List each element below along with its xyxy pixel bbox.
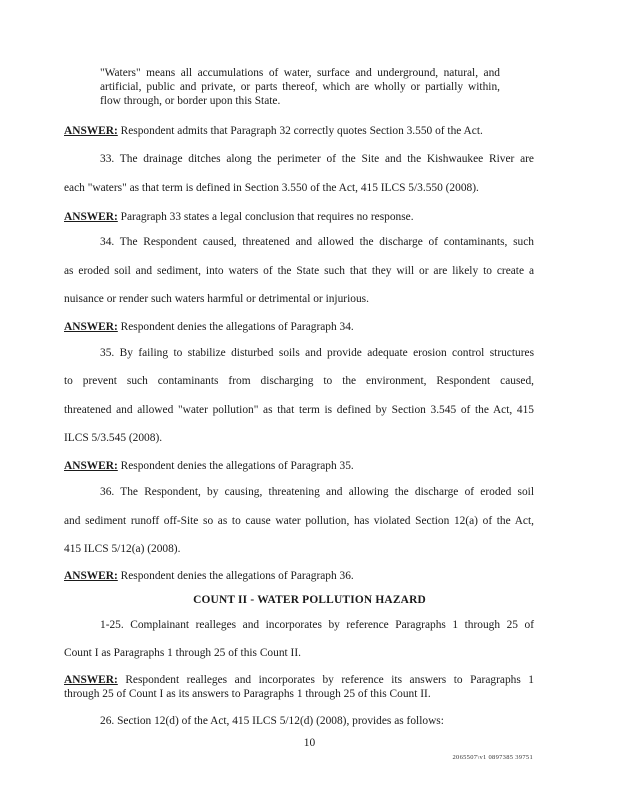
answer-label: ANSWER: [64,674,118,686]
paragraph-35-line-2: to prevent such contaminants from discharging to the environment, Respondent caused, [64,375,534,387]
paragraph-1-25-line-1: 1-25. Complainant realleges and incorporates by reference Paragraphs 1 through 25 of [100,619,534,631]
page-number: 10 [303,737,316,749]
paragraph-34-line-1: 34. The Respondent caused, threatened and allowed the discharge of contaminants, such [100,236,534,248]
answer-32 [64,124,534,138]
quote-line-2: artificial, public and private, or parts thereof, which are wholly or partially within, [100,81,500,93]
document-id: 2065507\v1 0897385 39751 [452,754,533,761]
answer-1-25-text: Respondent realleges and incorporates by reference its answers to Paragraphs 1 [117,674,534,686]
answer-label: ANSWER: [64,321,118,333]
paragraph-35-line-3: threatened and allowed "water pollution" as that term is defined by Section 3.545 of the Act, 415 [64,404,534,416]
paragraph-26: 26. Section 12(d) of the Act, 415 ILCS 5/12(d) (2008), provides as follows: [100,715,444,727]
answer-label: ANSWER: [64,460,118,472]
paragraph-34-line-2: as eroded soil and sediment, into waters of the State such that they will or are likely to create a [64,265,534,277]
count-heading: COUNT II - WATER POLLUTION HAZARD [193,594,426,606]
paragraph-36-line-2: and sediment runoff off-Site so as to cause water pollution, has violated Section 12(a) of the Act, [64,515,534,527]
answer-35-text: Respondent denies the allegations of Paragraph 35. [117,460,354,472]
answer-35 [64,459,534,473]
answer-label: ANSWER: [64,211,118,223]
quote-line-1: "Waters" means all accumulations of water, surface and underground, natural, and [100,67,500,79]
answer-1-25-line-1 [64,673,534,687]
quote-line-3: flow through, or border upon this State. [100,95,281,107]
answer-label: ANSWER: [64,570,118,582]
answer-32-text: Respondent admits that Paragraph 32 correctly quotes Section 3.550 of the Act. [117,125,483,137]
paragraph-36-line-1: 36. The Respondent, by causing, threatening and allowing the discharge of eroded soil [100,486,534,498]
answer-33-text: Paragraph 33 states a legal conclusion that requires no response. [117,211,414,223]
answer-34 [64,320,534,334]
answer-33 [64,210,534,224]
answer-1-25-line-2: through 25 of Count I as its answers to Paragraphs 1 through 25 of this Count II. [64,688,431,700]
paragraph-34-line-3: nuisance or render such waters harmful or detrimental or injurious. [64,293,369,305]
paragraph-35-line-4: ILCS 5/3.545 (2008). [64,432,163,444]
paragraph-1-25-line-2: Count I as Paragraphs 1 through 25 of this Count II. [64,647,301,659]
paragraph-35-line-1: 35. By failing to stabilize disturbed soils and provide adequate erosion control structures [100,347,534,359]
answer-34-text: Respondent denies the allegations of Paragraph 34. [117,321,354,333]
paragraph-36-line-3: 415 ILCS 5/12(a) (2008). [64,543,181,555]
paragraph-33-line-2: each "waters" as that term is defined in Section 3.550 of the Act, 415 ILCS 5/3.550 (2008). [64,182,479,194]
answer-36-text: Respondent denies the allegations of Paragraph 36. [117,570,354,582]
answer-label: ANSWER: [64,125,118,137]
paragraph-33-line-1: 33. The drainage ditches along the perimeter of the Site and the Kishwaukee River are [100,153,534,165]
answer-36 [64,569,534,583]
